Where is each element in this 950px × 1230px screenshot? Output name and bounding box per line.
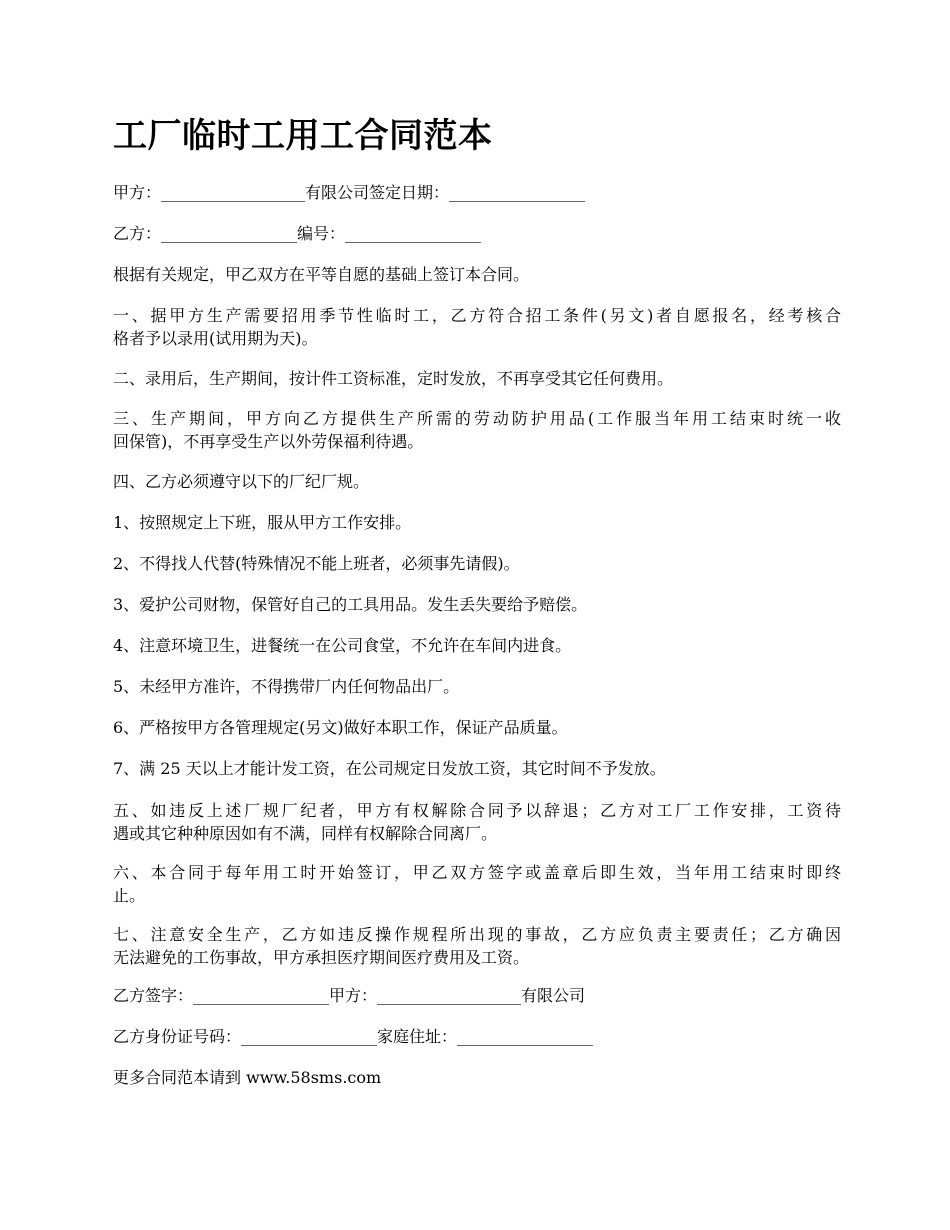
rule-item: 4、注意环境卫生，进餐统一在公司食堂，不允许在车间内进食。 bbox=[113, 636, 572, 655]
rule-item: 7、满 25 天以上才能计发工资，在公司规定日发放工资，其它时间不予发放。 bbox=[113, 759, 666, 778]
clause-6-line-1: 六、本合同于每年用工时开始签订，甲乙双方签字或盖章后即生效，当年用工结束时即终 bbox=[113, 863, 841, 882]
clause-5-line-1: 五、如违反上述厂规厂纪者，甲方有权解除合同予以辞退；乙方对工厂工作安排，工资待 bbox=[113, 801, 841, 820]
document-title: 工厂临时工用工合同范本 bbox=[113, 116, 493, 156]
clause-7-line-2: 无法避免的工伤事故，甲方承担医疗期间医疗费用及工资。 bbox=[113, 948, 530, 967]
clause-7-line-1: 七、注意安全生产，乙方如违反操作规程所出现的事故，乙方应负责主要责任；乙方确因 bbox=[113, 925, 841, 944]
clause-4: 四、乙方必须遵守以下的厂纪厂规。 bbox=[113, 472, 370, 491]
footer-note: 更多合同范本请到 www.58sms.com bbox=[113, 1068, 382, 1087]
rule-item: 2、不得找人代替(特殊情况不能上班者，必须事先请假)。 bbox=[113, 554, 520, 573]
clause-1 bbox=[113, 304, 841, 350]
clause-5 bbox=[113, 799, 841, 845]
clause-3 bbox=[113, 407, 841, 453]
rule-item: 1、按照规定上下班，服从甲方工作安排。 bbox=[113, 513, 412, 532]
intro-paragraph: 根据有关规定，甲乙双方在平等自愿的基础上签订本合同。 bbox=[113, 265, 530, 284]
clause-7 bbox=[113, 923, 841, 969]
rule-item: 3、爱护公司财物，保管好自己的工具用品。发生丢失要给予赔偿。 bbox=[113, 595, 588, 614]
id-address-line: 乙方身份证号码：_________________家庭住址：_________________ bbox=[113, 1027, 594, 1046]
party-b-line: 乙方：_________________编号：_________________ bbox=[113, 224, 482, 243]
rule-item: 5、未经甲方准许，不得携带厂内任何物品出厂。 bbox=[113, 677, 460, 696]
clause-2: 二、录用后，生产期间，按计件工资标准，定时发放，不再享受其它任何费用。 bbox=[113, 369, 674, 388]
rule-item: 6、严格按甲方各管理规定(另文)做好本职工作，保证产品质量。 bbox=[113, 718, 568, 737]
clause-3-line-1: 三、生产期间，甲方向乙方提供生产所需的劳动防护用品(工作服当年用工结束时统一收 bbox=[113, 409, 841, 428]
signature-line: 乙方签字：_________________甲方：__________________有限公司 bbox=[113, 986, 586, 1005]
clause-3-line-2: 回保管)，不再享受生产以外劳保福利待遇。 bbox=[113, 432, 424, 451]
party-a-line: 甲方：__________________有限公司签定日期：_________________ bbox=[113, 183, 586, 202]
clause-5-line-2: 遇或其它种种原因如有不满，同样有权解除合同离厂。 bbox=[113, 824, 498, 843]
clause-6-line-2: 止。 bbox=[113, 886, 146, 905]
clause-6 bbox=[113, 861, 841, 907]
clause-1-line-1: 一、据甲方生产需要招用季节性临时工，乙方符合招工条件(另文)者自愿报名，经考核合 bbox=[113, 306, 841, 325]
clause-1-line-2: 格者予以录用(试用期为天)。 bbox=[113, 329, 318, 348]
